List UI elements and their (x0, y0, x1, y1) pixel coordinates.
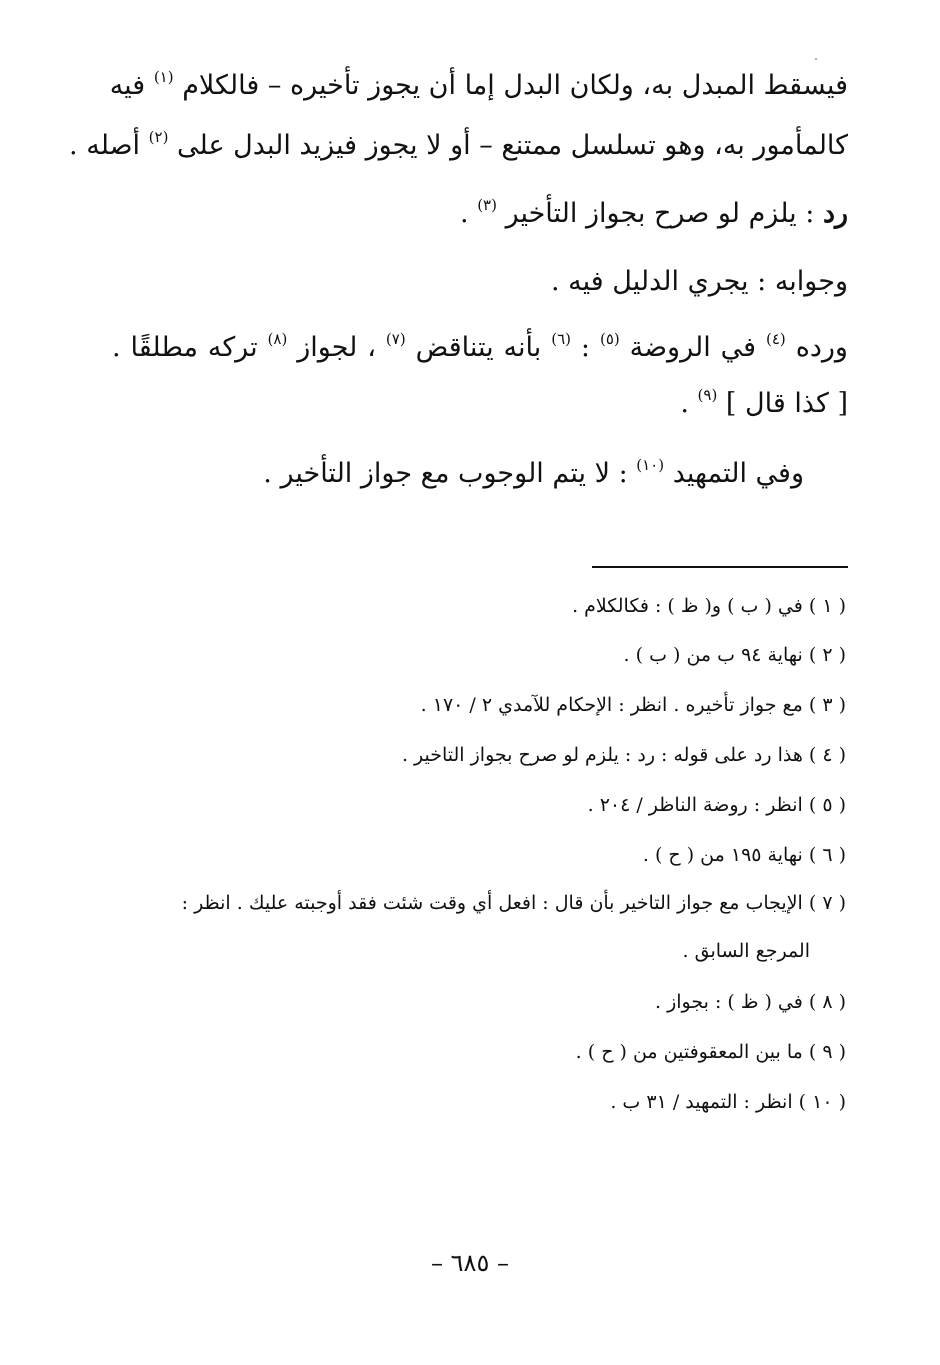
footnote-ref-9: (٩) (697, 386, 718, 404)
warad-part-5: ، لجواز (297, 332, 376, 363)
footnote-1: ( ١ ) في ( ب ) و( ظ ) : فكالكلام . (572, 595, 846, 617)
paragraph-tamhid (263, 454, 804, 494)
kadha-text: [ كذا قال ] (725, 388, 848, 419)
body-line-2 (69, 126, 848, 166)
footnote-ref-3: (٣) (477, 196, 497, 214)
paragraph-kadha (680, 384, 848, 424)
footnote-2: ( ٢ ) نهاية ٩٤ ب من ( ب ) . (623, 644, 846, 666)
footnote-ref-10: (١٠) (636, 456, 665, 474)
footnote-9: ( ٩ ) ما بين المعقوفتين من ( ح ) . (575, 1041, 846, 1063)
radd-end: . (460, 198, 469, 229)
page-number: – ٦٨٥ – (431, 1249, 509, 1277)
radd-lead: رد (822, 198, 848, 229)
footnote-ref-2: (٢) (148, 128, 169, 146)
paragraph-jawab (551, 262, 848, 302)
warad-part-6: تركه مطلقًا . (112, 332, 258, 363)
paragraph-warad (112, 328, 848, 368)
footnote-ref-6: (٦) (551, 330, 571, 348)
body-line-1-text: فيسقط المبدل به، ولكان البدل إما أن يجوز تأخيره – فالكلام (182, 70, 848, 101)
paragraph-radd (460, 194, 848, 234)
footnote-5: ( ٥ ) انظر : روضة الناظر / ٢٠٤ . (587, 794, 846, 816)
kadha-end: . (680, 388, 689, 419)
warad-part-2: في الروضة (629, 332, 757, 363)
footnote-ref-8: (٨) (267, 330, 288, 348)
footnote-10: ( ١٠ ) انظر : التمهيد / ٣١ ب . (610, 1091, 846, 1113)
footnote-ref-5: (٥) (599, 330, 620, 348)
footnote-8: ( ٨ ) في ( ظ ) : بجواز . (655, 991, 846, 1013)
body-line-2-end: أصله . (69, 130, 141, 161)
body-line-1-end: فيه (109, 70, 146, 101)
footnote-ref-4: (٤) (765, 330, 786, 348)
footnote-ref-1: (١) (153, 68, 174, 86)
footnote-7: ( ٧ ) الإيجاب مع جواز التاخير بأن قال : افعل أي وقت شئت فقد أوجبته عليك . انظر : (181, 892, 846, 914)
tamhid-part-1: وفي التمهيد (672, 458, 804, 489)
tamhid-part-2: : لا يتم الوجوب مع جواز التأخير . (263, 458, 628, 489)
jawab-text: وجوابه : يجري الدليل فيه . (551, 266, 848, 297)
footnote-7-continuation: المرجع السابق . (682, 940, 810, 962)
body-line-2-text: كالمأمور به، وهو تسلسل ممتنع – أو لا يجوز فيزيد البدل على (177, 130, 848, 161)
footnote-6: ( ٦ ) نهاية ١٩٥ من ( ح ) . (642, 844, 846, 866)
scan-speck (815, 58, 817, 60)
radd-text: : يلزم لو صرح بجواز التأخير (505, 198, 815, 229)
footnote-separator (592, 566, 848, 568)
warad-part-3: : (580, 332, 591, 363)
body-line-1 (109, 66, 848, 106)
footnote-3: ( ٣ ) مع جواز تأخيره . انظر : الإحكام للآمدي ٢ / ١٧٠ . (420, 694, 846, 716)
footnote-ref-7: (٧) (385, 330, 406, 348)
warad-part-4: بأنه يتناقض (415, 332, 542, 363)
warad-part-1: ورده (795, 332, 848, 363)
footnote-4: ( ٤ ) هذا رد على قوله : رد : يلزم لو صرح بجواز التاخير . (401, 744, 846, 766)
